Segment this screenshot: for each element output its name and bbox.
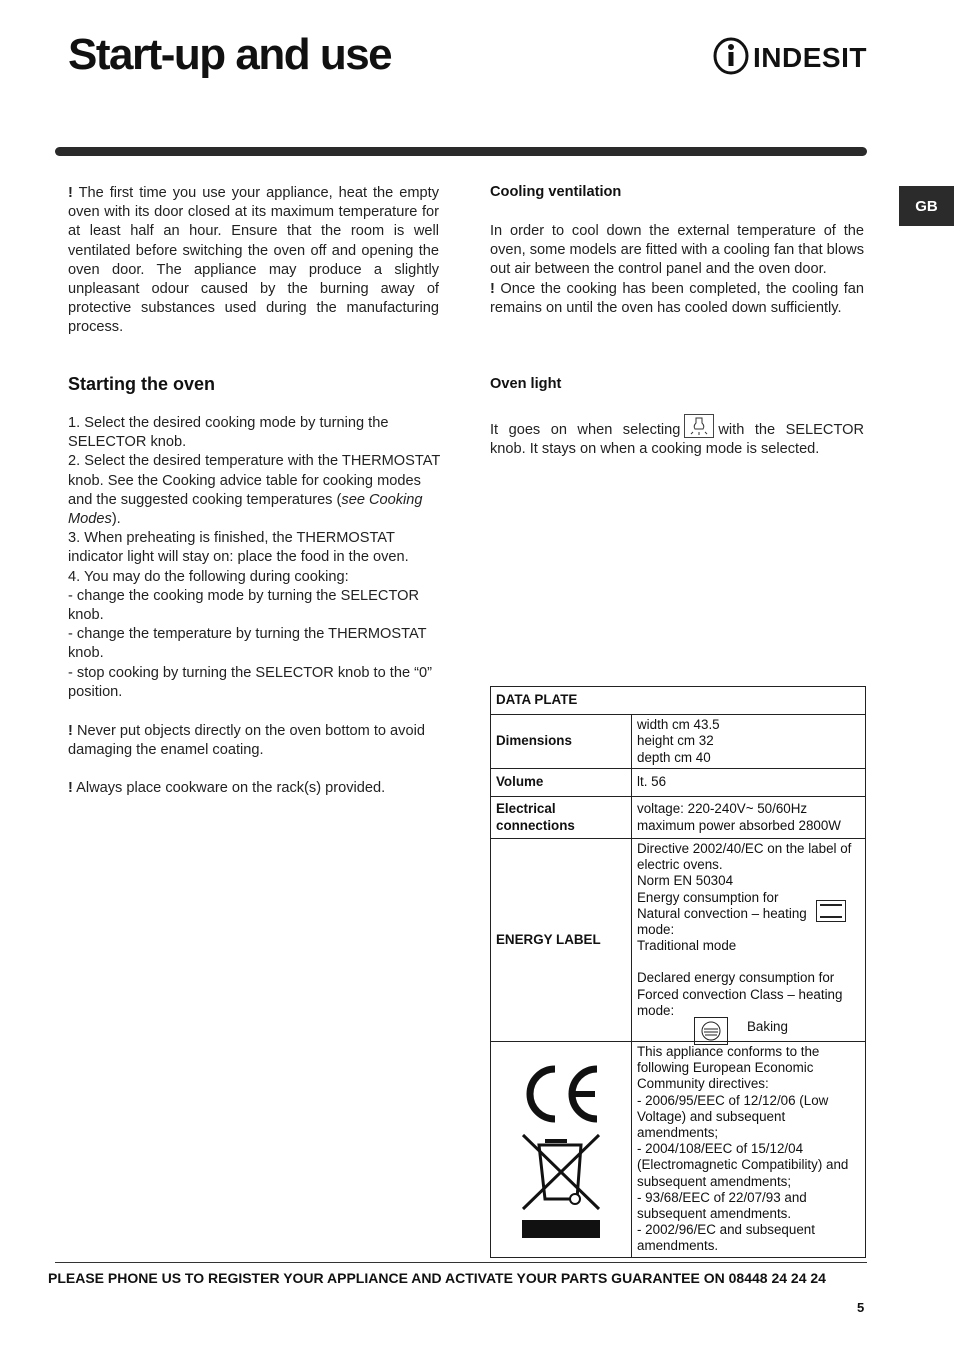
traditional-mode-icon (816, 900, 846, 922)
oven-light-text: It goes on when selecting with the SELECTOR knob. It stays on when a cooking mode is selected. (490, 414, 864, 459)
warning-cookware: ! Always place cookware on the rack(s) provided. (68, 780, 386, 796)
step-3: 3. When preheating is finished, the THERMOSTAT indicator light will stay on: place the food in the oven. (68, 530, 409, 566)
weee-bar (522, 1220, 600, 1238)
step-1: 1. Select the desired cooking mode by turning the SELECTOR knob. (68, 415, 389, 451)
conformity-text: This appliance conforms to the following European Economic Community directives: - 2006/95/EEC of 12/12/06 (Low Voltage) and subsequent amendments; - 2004/108/EEC of 15/12/04 (Electromagnetic Compatibility) and subsequent amendments; - 93/68/EEC of 22/07/93 and subsequent amendments. - 2002/96/EC and subsequent amendments. (632, 1042, 866, 1258)
weee-bin-icon (519, 1131, 603, 1211)
header-rule (55, 147, 867, 156)
intro-paragraph (68, 184, 439, 338)
intro-text: The first time you use your appliance, heat the empty oven with its door closed at its maximum temperature for at least half an hour. Ensure that the room is well ventilated before switching the oven off and opening the oven door. The appliance may produce a slightly unpleasant odour caused by the burning away of protective substances used during the manufacturing process. (68, 185, 439, 336)
data-plate-table (490, 686, 866, 1258)
electrical-value: voltage: 220-240V~ 50/60Hz maximum power absorbed 2800W (632, 797, 866, 839)
dimensions-value: width cm 43.5 height cm 32 depth cm 40 (632, 715, 866, 769)
register-notice: PLEASE PHONE US TO REGISTER YOUR APPLIANCE AND ACTIVATE YOUR PARTS GUARANTEE ON 08448 24 24 24 (48, 1270, 826, 1286)
energy-label: ENERGY LABEL (491, 839, 632, 1042)
starting-oven-heading: Starting the oven (68, 374, 216, 394)
data-plate-title: DATA PLATE (491, 687, 866, 715)
cooling-text: In order to cool down the external temperature of the oven, some models are fitted with a cooling fan that blows out air between the control panel and the oven door. ! Once the cooking has been completed, the cooling fan remains on until the oven has cooled down sufficiently. (490, 223, 864, 316)
footer-rule (55, 1262, 867, 1263)
baking-mode-icon (694, 1017, 728, 1045)
step-4a: - change the cooking mode by turning the SELECTOR knob. (68, 587, 419, 624)
electrical-label: Electrical connections (491, 797, 632, 839)
step-4: 4. You may do the following during cooking: (68, 568, 349, 585)
marks-cell (491, 1042, 632, 1258)
warning-mark: ! (68, 185, 73, 201)
step-4b: - change the temperature by turning the THERMOSTAT knob. (68, 626, 427, 662)
oven-light-icon (684, 414, 714, 438)
cooling-ventilation-heading: Cooling ventilation (490, 184, 622, 200)
dimensions-label: Dimensions (491, 715, 632, 769)
svg-text:INDESIT: INDESIT (753, 42, 867, 73)
ce-mark-icon (519, 1061, 603, 1127)
page-number: 5 (857, 1300, 865, 1315)
cooking-modes-ref: see Cooking Modes (68, 491, 423, 528)
indesit-logo (713, 36, 869, 76)
oven-light-heading: Oven light (490, 376, 562, 392)
step-2: 2. Select the desired temperature with the THERMOSTAT knob. See the Cooking advice table for cooking modes and the suggested cooking temperatures (see Cooking Modes). (68, 453, 441, 528)
language-tab: GB (899, 186, 954, 226)
warning-oven-bottom: ! Never put objects directly on the oven bottom to avoid damaging the enamel coating. (68, 723, 425, 759)
energy-value: Directive 2002/40/EC on the label of electric ovens. Norm EN 50304 Energy consumption for Natural convection – heating mode: Traditional mode Declared energy consumption for Forced convection Class – heating mode: Baking (632, 839, 866, 1042)
steps-list (68, 414, 448, 702)
step-4c: - stop cooking by turning the SELECTOR knob to the “0” position. (68, 664, 432, 700)
volume-value: lt. 56 (632, 769, 866, 797)
page-title: Start-up and use (68, 30, 392, 79)
volume-label: Volume (491, 769, 632, 797)
